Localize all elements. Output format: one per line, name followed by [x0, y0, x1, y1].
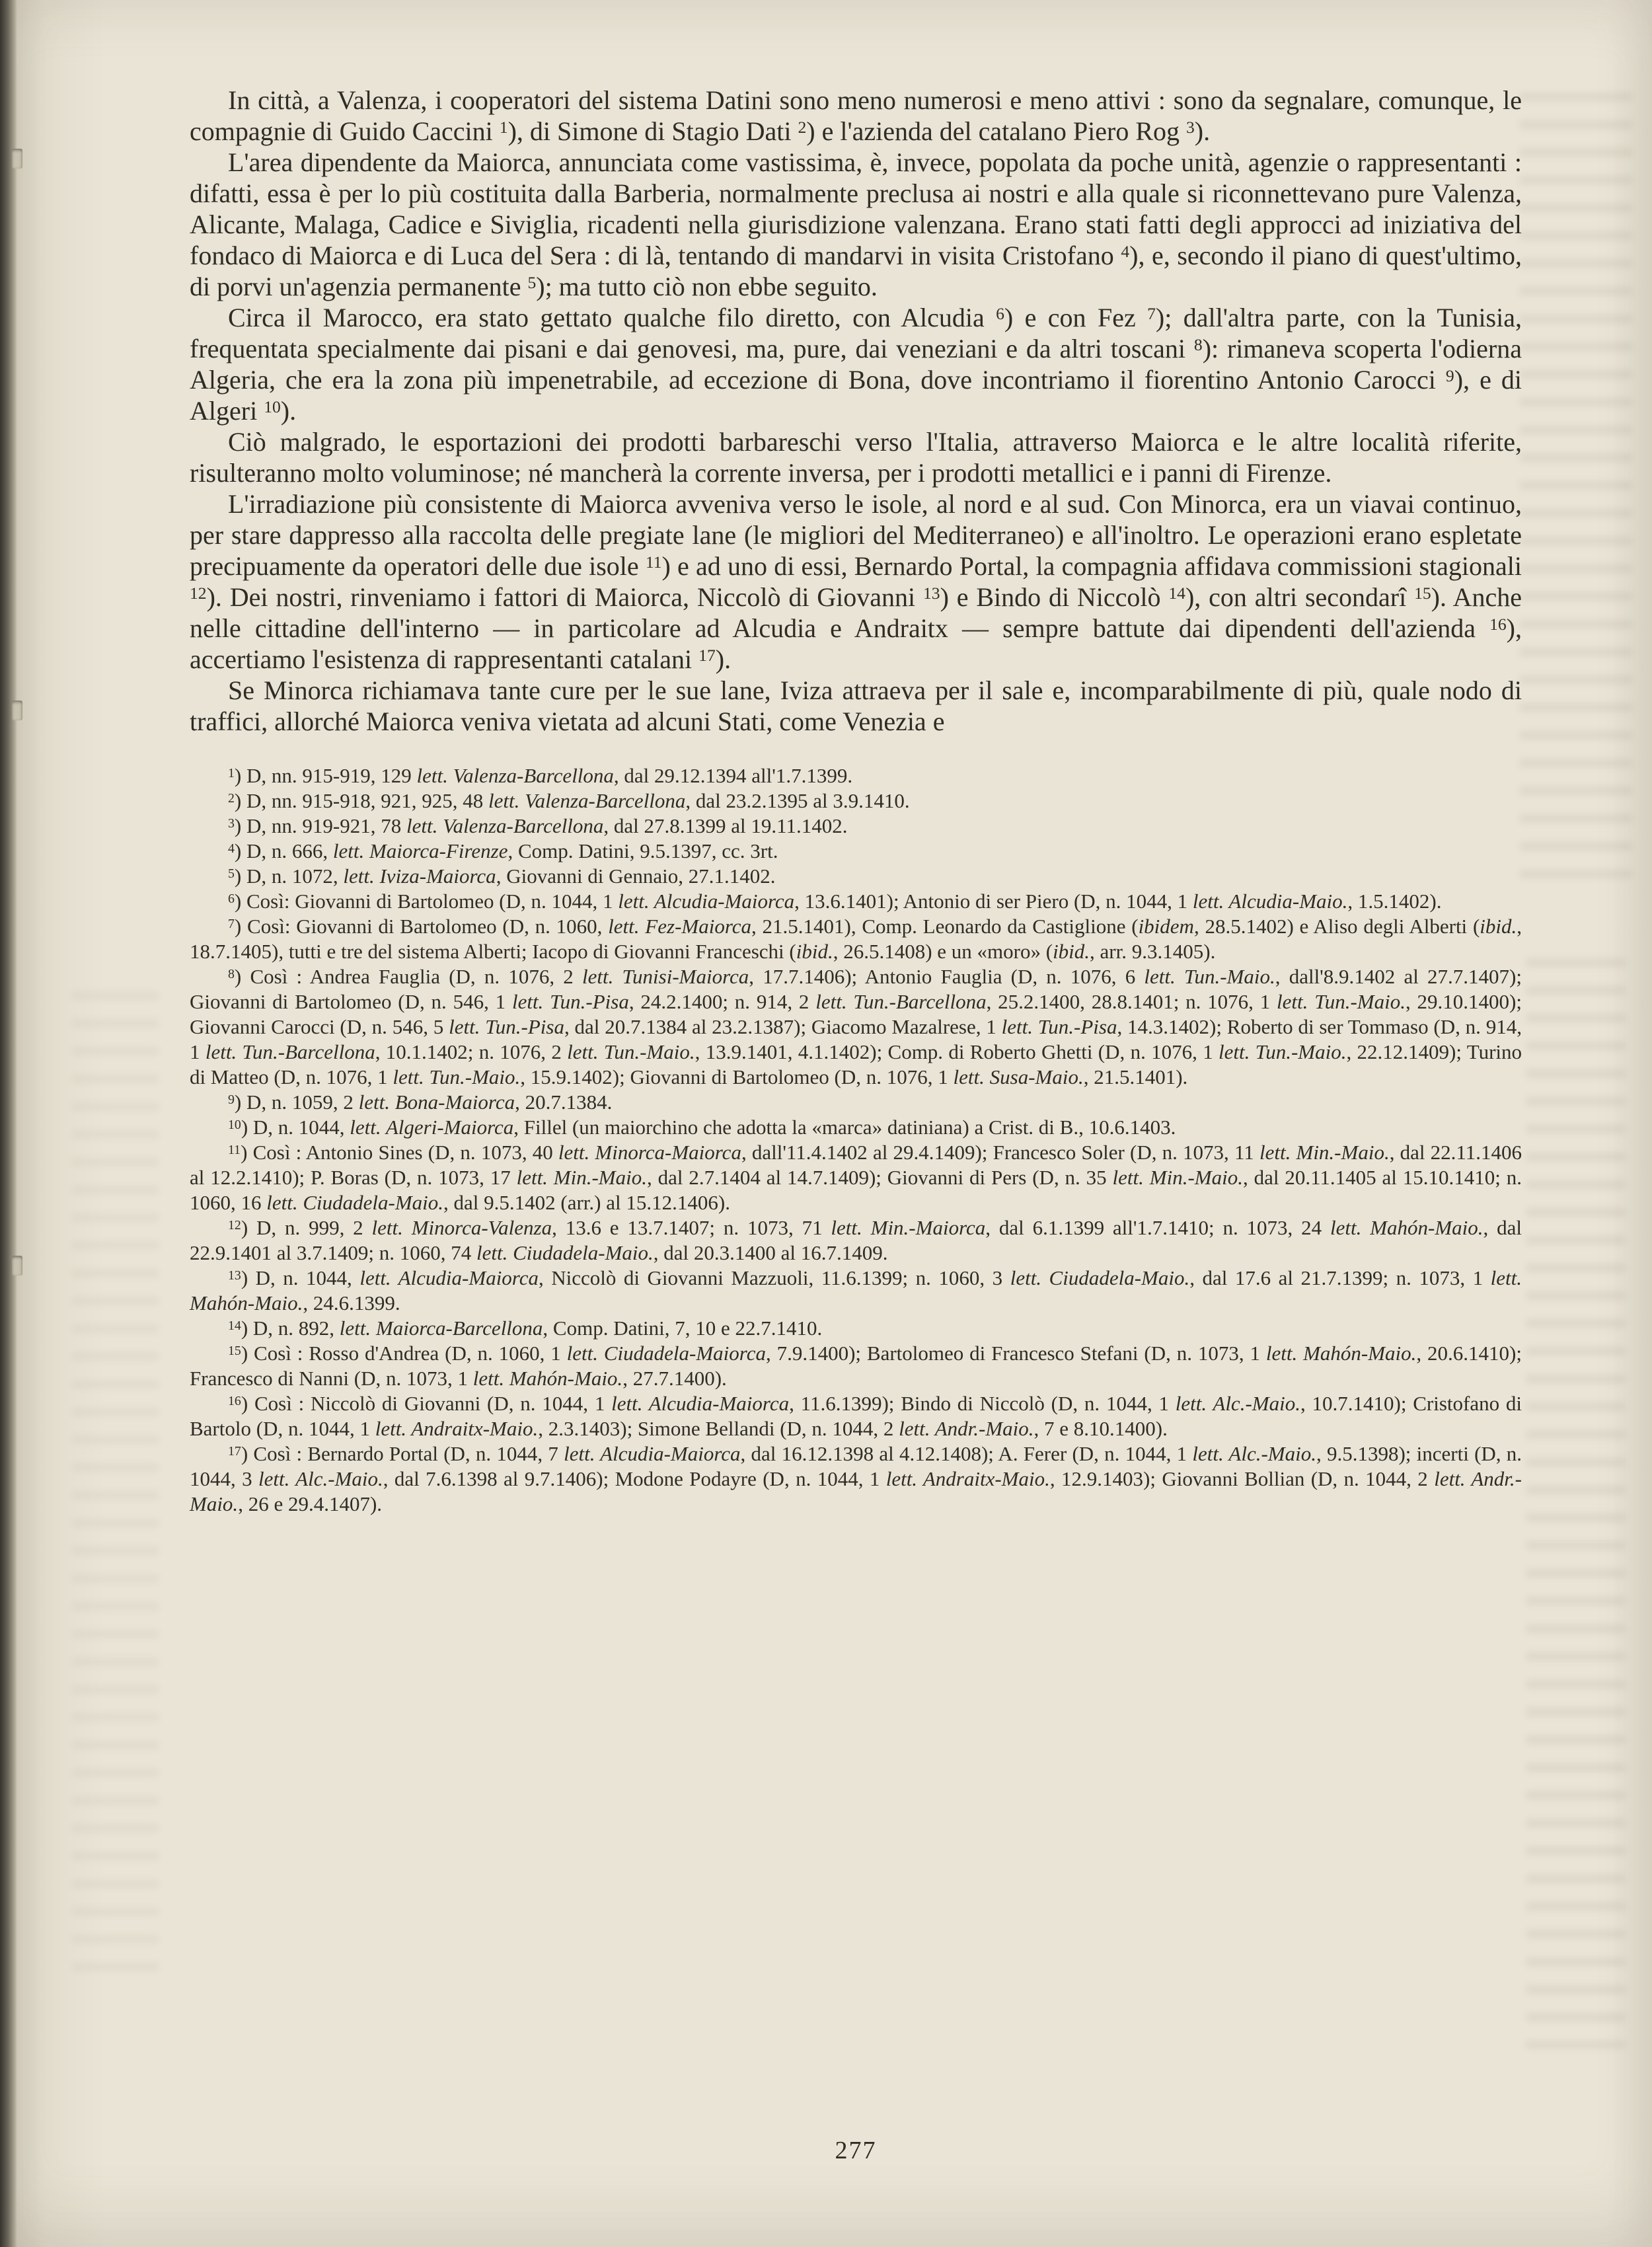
footnote-16: $^{16}$) Così : Niccolò di Giovanni (D, n. 1044, 1 lett. Alcudia-Maiorca, 11.6.1399); Bindo di Niccolò (D, n. 1044, 1 lett. Alc.-Maio., 10.7.1410); Cristofano di Bartolo (D, n. 1044, 1 lett. Andraitx-Maio., 2.3.1403); Simone Bellandi (D, n. 1044, 2 lett. Andr.-Maio., 7 e 8.10.1400).: [190, 1392, 1522, 1440]
footnote-10: $^{10}$) D, n. 1044, lett. Algeri-Maiorca, Fillel (un maiorchino che adotta la «marca» datiniana) a Crist. di B., 10.6.1403.: [228, 1116, 1176, 1139]
footnote-12: $^{12}$) D, n. 999, 2 lett. Minorca-Valenza, 13.6 e 13.7.1407; n. 1073, 71 lett. Min.-Maiorca, dal 6.1.1399 all'1.7.1410; n. 1073, 24 lett. Mahón-Maio., dal 22.9.1401 al 3.7.1409; n. 1060, 74 lett. Ciudadela-Maio., dal 20.3.1400 al 16.7.1409.: [190, 1216, 1522, 1264]
footnote-13: $^{13}$) D, n. 1044, lett. Alcudia-Maiorca, Niccolò di Giovanni Mazzuoli, 11.6.1399; n. 1060, 3 lett. Ciudadela-Maio., dal 17.6 al 21.7.1399; n. 1073, 1 lett. Mahón-Maio., 24.6.1399.: [190, 1266, 1522, 1314]
footnote-4: $^4$) D, n. 666, lett. Maiorca-Firenze, Comp. Datini, 9.5.1397, cc. 3rt.: [228, 839, 778, 862]
footnote-1: $^1$) D, nn. 915-919, 129 lett. Valenza-Barcellona, dal 29.12.1394 all'1.7.1399.: [228, 764, 853, 787]
footnote-14: $^{14}$) D, n. 892, lett. Maiorca-Barcellona, Comp. Datini, 7, 10 e 22.7.1410.: [228, 1316, 823, 1340]
bleedthrough-artifact: [1520, 93, 1632, 886]
footnote-7: $^7$) Così: Giovanni di Bartolomeo (D, n. 1060, lett. Fez-Maiorca, 21.5.1401), Comp. Leonardo da Castiglione (ibidem, 28.5.1402) e Aliso degli Alberti (ibid., 18.7.1405), tutti e tre del sistema Alberti; Iacopo di Giovanni Franceschi (ibid., 26.5.1408) e un «moro» (ibid., arr. 9.3.1405).: [190, 915, 1522, 963]
footnote-6: $^6$) Così: Giovanni di Bartolomeo (D, n. 1044, 1 lett. Alcudia-Maiorca, 13.6.1401); Antonio di ser Piero (D, n. 1044, 1 lett. Alcudia-Maio., 1.5.1402).: [228, 890, 1442, 913]
footnote-9: $^9$) D, n. 1059, 2 lett. Bona-Maiorca, 20.7.1384.: [228, 1090, 613, 1114]
page-content: [190, 85, 1522, 1517]
page-number: 277: [835, 2137, 877, 2164]
footnote-2: $^2$) D, nn. 915-918, 921, 925, 48 lett. Valenza-Barcellona, dal 23.2.1395 al 3.9.1410.: [228, 789, 910, 812]
body-paragraph-4: Ciò malgrado, le esportazioni dei prodotti barbareschi verso l'Italia, attraverso Maiorca e le altre località riferite, risulteranno molto voluminose; né mancherà la corrente inversa, per i prodotti metallici e i panni di Firenze.: [190, 427, 1522, 488]
bleedthrough-artifact: [73, 991, 159, 1983]
footnotes-block: [190, 763, 1522, 1517]
body-paragraph-2: L'area dipendente da Maiorca, annunciata come vastissima, è, invece, popolata da poche unità, agenzie o rappresentanti : difatti, essa è per lo più costituita dalla Barberia, normalmente preclusa ai nostri e alla quale si riconnettevano pure Valenza, Alicante, Malaga, Cadice e Siviglia, ricadenti nella giurisdizione valenzana. Erano stati fatti degli approcci ad iniziativa del fondaco di Maiorca e di Luca del Sera : di là, tentando di mandarvi in visita Cristofano $^4$), e, secondo il piano di quest'ultimo, di porvi un'agenzia permanente $^5$); ma tutto ciò non ebbe seguito.: [190, 147, 1522, 301]
binding-mark: [12, 149, 22, 169]
body-paragraph-6: Se Minorca richiamava tante cure per le sue lane, Iviza attraeva per il sale e, incomparabilmente di più, quale nodo di traffici, allorché Maiorca veniva vietata ad alcuni Stati, come Venezia e: [190, 675, 1522, 736]
body-text: [190, 85, 1522, 737]
body-paragraph-1: In città, a Valenza, i cooperatori del sistema Datini sono meno numerosi e meno attivi : sono da segnalare, comunque, le compagnie di Guido Caccini $^1$), di Simone di Stagio Dati $^2$) e l'azienda del catalano Piero Rog $^3$).: [190, 85, 1522, 146]
footnote-11: $^{11}$) Così : Antonio Sines (D, n. 1073, 40 lett. Minorca-Maiorca, dall'11.4.1402 al 29.4.1409); Francesco Soler (D, n. 1073, 11 lett. Min.-Maio., dal 22.11.1406 al 12.2.1410); P. Boras (D, n. 1073, 17 lett. Min.-Maio., dal 2.7.1404 al 14.7.1409); Giovanni di Pers (D, n. 35 lett. Min.-Maio., dal 20.11.1405 al 15.10.1410; n. 1060, 16 lett. Ciudadela-Maio., dal 9.5.1402 (arr.) al 15.12.1406).: [190, 1141, 1522, 1214]
body-paragraph-5: L'irradiazione più consistente di Maiorca avveniva verso le isole, al nord e al sud. Con Minorca, era un viavai continuo, per stare dappresso alla raccolta delle pregiate lane (le migliori del Mediterraneo) e all'inoltro. Le operazioni erano espletate precipuamente da operatori delle due isole $^{11}$) e ad uno di essi, Bernardo Portal, la compagnia affidava commissioni stagionali $^{12}$). Dei nostri, rinveniamo i fattori di Maiorca, Niccolò di Giovanni $^{13}$) e Bindo di Niccolò $^{14}$), con altri secondarî $^{15}$). Anche nelle cittadine dell'interno — in particolare ad Alcudia e Andraitx — sempre battute dai dipendenti dell'azienda $^{16}$), accertiamo l'esistenza di rappresentanti catalani $^{17}$).: [190, 489, 1522, 674]
binding-mark: [12, 701, 22, 720]
bleedthrough-artifact: [1526, 958, 1626, 2049]
footnote-8: $^8$) Così : Andrea Fauglia (D, n. 1076, 2 lett. Tunisi-Maiorca, 17.7.1406); Antonio Fauglia (D, n. 1076, 6 lett. Tun.-Maio., dall'8.9.1402 al 27.7.1407); Giovanni di Bartolomeo (D, n. 546, 1 lett. Tun.-Pisa, 24.2.1400; n. 914, 2 lett. Tun.-Barcellona, 25.2.1400, 28.8.1401; n. 1076, 1 lett. Tun.-Maio., 29.10.1400); Giovanni Carocci (D, n. 546, 5 lett. Tun.-Pisa, dal 20.7.1384 al 23.2.1387); Giacomo Mazalrese, 1 lett. Tun.-Pisa, 14.3.1402); Roberto di ser Tommaso (D, n. 914, 1 lett. Tun.-Barcellona, 10.1.1402; n. 1076, 2 lett. Tun.-Maio., 13.9.1401, 4.1.1402); Comp. di Roberto Ghetti (D, n. 1076, 1 lett. Tun.-Maio., 22.12.1409); Turino di Matteo (D, n. 1076, 1 lett. Tun.-Maio., 15.9.1402); Giovanni di Bartolomeo (D, n. 1076, 1 lett. Susa-Maio., 21.5.1401).: [190, 965, 1522, 1088]
footnote-5: $^5$) D, n. 1072, lett. Iviza-Maiorca, Giovanni di Gennaio, 27.1.1402.: [228, 864, 776, 888]
binding-edge: [0, 0, 17, 2247]
footnote-17: $^{17}$) Così : Bernardo Portal (D, n. 1044, 7 lett. Alcudia-Maiorca, dal 16.12.1398 al 4.12.1408); A. Ferer (D, n. 1044, 1 lett. Alc.-Maio., 9.5.1398); incerti (D, n. 1044, 3 lett. Alc.-Maio., dal 7.6.1398 al 9.7.1406); Modone Podayre (D, n. 1044, 1 lett. Andraitx-Maio., 12.9.1403); Giovanni Bollian (D, n. 1044, 2 lett. Andr.-Maio., 26 e 29.4.1407).: [190, 1442, 1522, 1515]
body-paragraph-3: Circa il Marocco, era stato gettato qualche filo diretto, con Alcudia $^6$) e con Fez $^7$); dall'altra parte, con la Tunisia, frequentata specialmente dai pisani e dai genovesi, ma, pure, dai veneziani e da altri toscani $^8$): rimaneva scoperta l'odierna Algeria, che era la zona più impenetrabile, ad eccezione di Bona, dove incontriamo il fiorentino Antonio Carocci $^9$), e di Algeri $^{10}$).: [190, 303, 1522, 426]
footnote-3: $^3$) D, nn. 919-921, 78 lett. Valenza-Barcellona, dal 27.8.1399 al 19.11.1402.: [228, 814, 848, 837]
binding-mark: [12, 1256, 22, 1276]
footnote-15: $^{15}$) Così : Rosso d'Andrea (D, n. 1060, 1 lett. Ciudadela-Maiorca, 7.9.1400); Bartolomeo di Francesco Stefani (D, n. 1073, 1 lett. Mahón-Maio., 20.6.1410); Francesco di Nanni (D, n. 1073, 1 lett. Mahón-Maio., 27.7.1400).: [190, 1342, 1522, 1390]
